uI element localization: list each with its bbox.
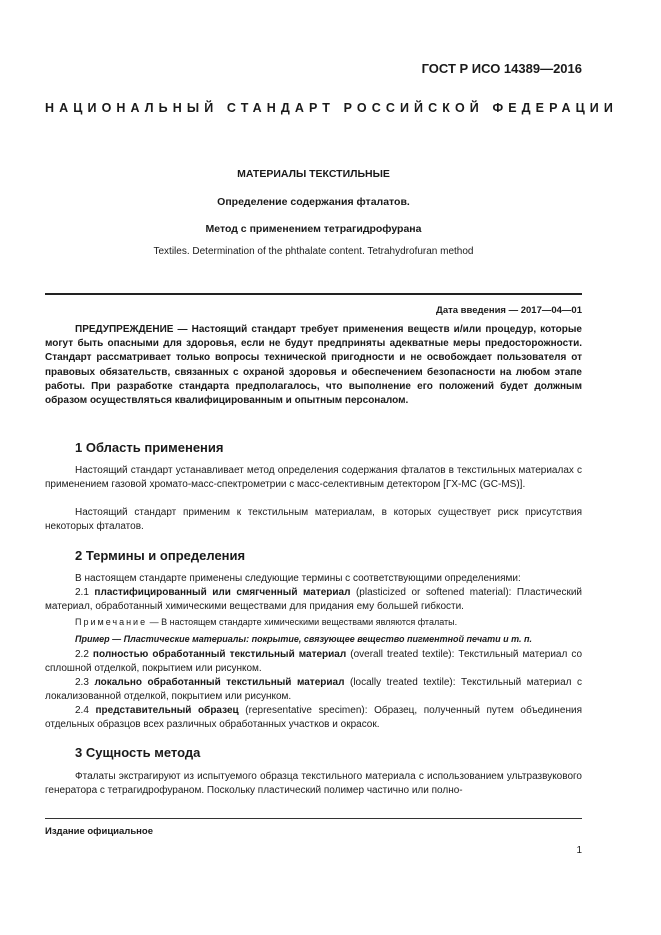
section-1-heading: 1 Область применения xyxy=(75,440,224,455)
term-2-1-definition: (plasticized or softened material): Пластический материал, обработанный химическими веществами для придания ему большей гибкости. xyxy=(45,587,583,612)
section-3-heading: 3 Сущность метода xyxy=(75,745,201,760)
note-label: Примечание xyxy=(75,617,148,627)
title-main: МАТЕРИАЛЫ ТЕКСТИЛЬНЫЕ xyxy=(237,168,390,180)
term-2-3 xyxy=(45,676,582,704)
title-method: Метод с применением тетрагидрофурана xyxy=(205,223,422,235)
term-2-2 xyxy=(45,648,582,676)
term-2-1-number: 2.1 xyxy=(75,587,89,598)
term-2-4 xyxy=(45,704,582,732)
term-2-4-number: 2.4 xyxy=(75,705,89,716)
example-line: Пример — Пластические материалы: покрытие, связующее вещество пигментной печати и т. п. xyxy=(75,634,532,644)
term-2-1 xyxy=(45,586,582,614)
divider-rule xyxy=(45,293,582,295)
title-subtitle: Определение содержания фталатов. xyxy=(217,196,410,208)
standard-code: ГОСТ Р ИСО 14389—2016 xyxy=(421,61,582,76)
title-english: Textiles. Determination of the phthalate content. Tetrahydrofuran method xyxy=(153,246,474,257)
term-2-3-definition: (locally treated textile): Текстильный материал с локализованной отделкой, покрытием или рисунком. xyxy=(45,677,583,702)
section-2-intro: В настоящем стандарте применены следующие термины с соответствующими определениями: xyxy=(75,573,521,584)
term-2-2-number: 2.2 xyxy=(75,649,89,660)
term-2-1-term: пластифицированный или смягченный материал xyxy=(94,587,351,598)
note-text: — В настоящем стандарте химическими веществами являются фталаты. xyxy=(149,617,458,627)
term-2-2-term: полностью обработанный текстильный материал xyxy=(92,649,347,660)
term-2-4-term: представительный образец xyxy=(95,705,239,716)
national-standard-heading: НАЦИОНАЛЬНЫЙ СТАНДАРТ РОССИЙСКОЙ ФЕДЕРАЦИИ xyxy=(45,101,618,115)
section-1-paragraph-2: Настоящий стандарт применим к текстильным материалам, в которых существует риск присутствия некоторых фталатов. xyxy=(45,507,582,532)
term-2-3-term: локально обработанный текстильный материал xyxy=(94,677,345,688)
term-2-3-number: 2.3 xyxy=(75,677,89,688)
official-edition: Издание официальное xyxy=(45,826,153,837)
section-2-heading: 2 Термины и определения xyxy=(75,548,246,563)
page-number: 1 xyxy=(576,845,582,856)
intro-date: Дата введения — 2017—04—01 xyxy=(436,305,582,316)
section-3-paragraph-1: Фталаты экстрагируют из испытуемого образца текстильного материала с использованием ультразвукового генератора с тетрагидрофураном. Поскольку пластический полимер частично или полно- xyxy=(45,771,582,796)
note xyxy=(75,617,582,627)
footer-rule xyxy=(45,818,582,819)
term-2-4-definition: (representative specimen): Образец, полученный путем объединения отдельных образцов всех различных обработанных участков и окрасок. xyxy=(45,705,583,730)
section-1-paragraph-1: Настоящий стандарт устанавливает метод определения содержания фталатов в текстильных материалах с применением газовой хромато-масс-спектрометрии с масс-селективным детектором [ГХ-МС (GC-MS)]. xyxy=(45,465,582,490)
warning-paragraph: ПРЕДУПРЕЖДЕНИЕ — Настоящий стандарт требует применения веществ и/или процедур, которые могут быть опасными для здоровья, если не будут предприняты адекватные меры предосторожности. Стандарт рассматривает только вопросы технической пригодности и не освобождает пользователя от правовых обязательств, связанных с охраной здоровья и обеспечением безопасности на любом этапе работы. При разработке стандарта предполагалось, что выполнение его положений будет должным образом осуществляться квалифицированным и опытным персоналом. xyxy=(45,324,582,407)
term-2-2-definition: (overall treated textile): Текстильный материал со сплошной отделкой, покрытием или рисунком. xyxy=(45,649,583,674)
